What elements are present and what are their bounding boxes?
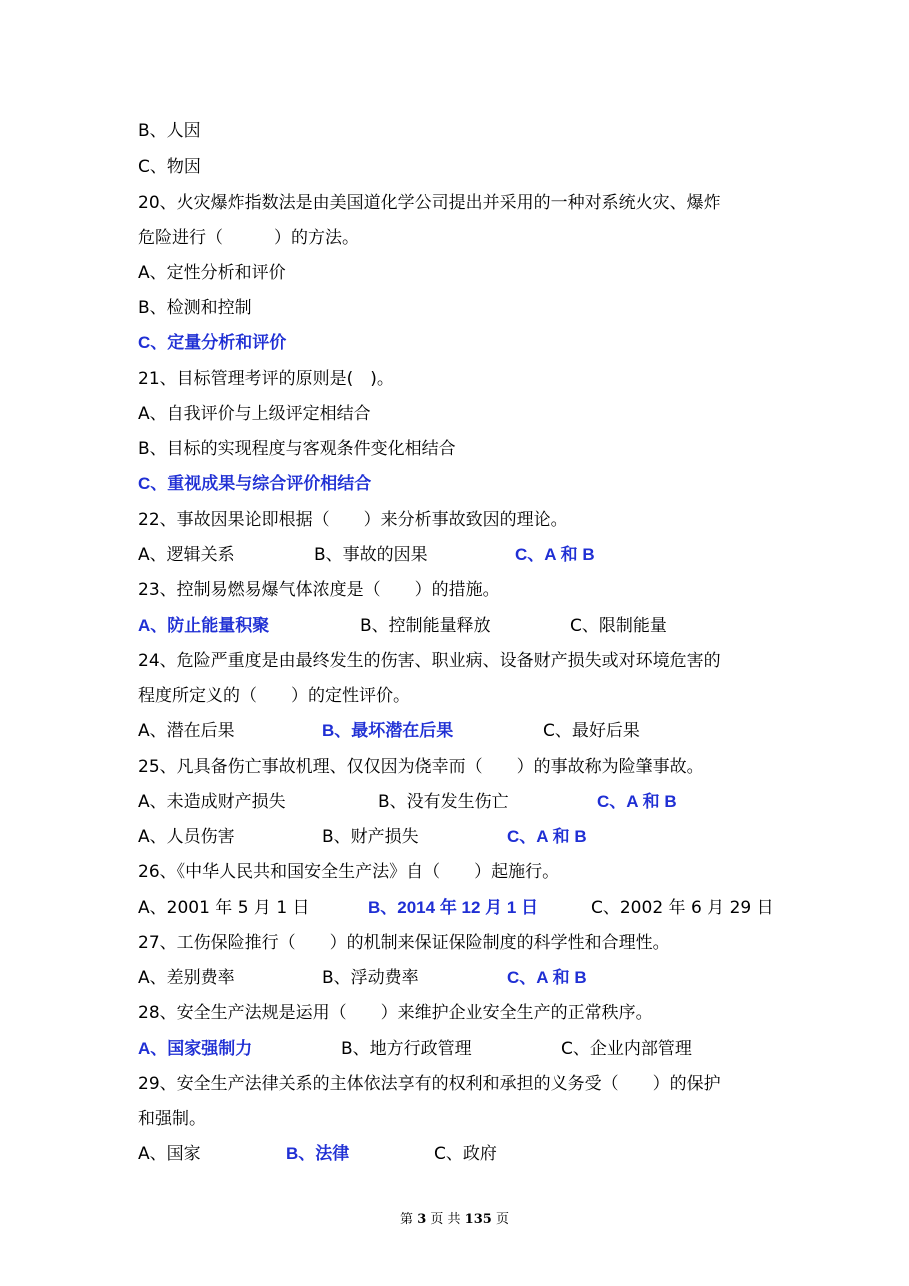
footer-prefix: 第 [400, 1212, 414, 1227]
text-line [138, 399, 808, 429]
text-segment: C、政府 [434, 1144, 497, 1164]
text-segment: B、人因 [138, 121, 201, 141]
text-line [138, 681, 808, 711]
text-line [138, 434, 808, 464]
text-segment: 危险进行（ ）的方法。 [138, 228, 359, 248]
text-segment: B、财产损失 [322, 827, 419, 847]
text-line [138, 893, 808, 923]
text-segment: 20、火灾爆炸指数法是由美国道化学公司提出并采用的一种对系统火灾、爆炸 [138, 193, 721, 213]
text-line [138, 116, 808, 146]
text-line [138, 928, 808, 958]
answer-option: C、A 和 B [507, 827, 587, 846]
text-line [138, 469, 808, 499]
text-line [138, 752, 808, 782]
text-segment: B、目标的实现程度与客观条件变化相结合 [138, 439, 456, 459]
text-segment: A、潜在后果 [138, 721, 235, 741]
text-segment: A、定性分析和评价 [138, 263, 286, 283]
answer-option: B、2014 年 12 月 1 日 [368, 898, 539, 917]
text-segment: 和强制。 [138, 1109, 206, 1129]
text-segment: B、检测和控制 [138, 298, 252, 318]
text-line [138, 1034, 808, 1064]
text-line [138, 822, 808, 852]
answer-option: C、A 和 B [597, 792, 677, 811]
text-segment: C、2002 年 6 月 29 日 [591, 898, 774, 918]
text-segment: 26、《中华人民共和国安全生产法》自（ ）起施行。 [138, 862, 560, 882]
text-segment: 25、凡具备伤亡事故机理、仅仅因为侥幸而（ ）的事故称为险肇事故。 [138, 757, 704, 777]
text-segment: 21、目标管理考评的原则是( )。 [138, 369, 394, 389]
text-line [138, 505, 808, 535]
answer-option: B、最坏潜在后果 [322, 721, 454, 740]
text-segment: A、2001 年 5 月 1 日 [138, 898, 310, 918]
text-segment: 28、安全生产法规是运用（ ）来维护企业安全生产的正常秩序。 [138, 1003, 653, 1023]
text-line [138, 152, 808, 182]
text-segment: B、控制能量释放 [360, 616, 491, 636]
text-segment: 程度所定义的（ ）的定性评价。 [138, 686, 410, 706]
text-segment: 24、危险严重度是由最终发生的伤害、职业病、设备财产损失或对环境危害的 [138, 651, 721, 671]
text-segment: 23、控制易燃易爆气体浓度是（ ）的措施。 [138, 580, 500, 600]
text-line [138, 857, 808, 887]
text-segment: C、限制能量 [570, 616, 667, 636]
text-line [138, 293, 808, 323]
text-line [138, 787, 808, 817]
text-line [138, 1104, 808, 1134]
text-segment: A、自我评价与上级评定相结合 [138, 404, 371, 424]
text-segment: B、地方行政管理 [341, 1039, 472, 1059]
text-segment: B、没有发生伤亡 [378, 792, 509, 812]
text-line [138, 575, 808, 605]
text-line [138, 258, 808, 288]
text-segment: 29、安全生产法律关系的主体依法享有的权利和承担的义务受（ ）的保护 [138, 1074, 721, 1094]
text-line [138, 1139, 808, 1169]
text-line [138, 646, 808, 676]
text-line [138, 963, 808, 993]
text-segment: 22、事故因果论即根据（ ）来分析事故致因的理论。 [138, 510, 568, 530]
answer-option: C、A 和 B [515, 545, 595, 564]
answer-option: C、A 和 B [507, 968, 587, 987]
footer-suffix: 页 [495, 1212, 509, 1227]
footer-total-pages: 135 [464, 1212, 492, 1227]
text-segment: B、事故的因果 [314, 545, 428, 565]
text-segment: C、企业内部管理 [561, 1039, 692, 1059]
text-line [138, 328, 808, 358]
text-segment: A、人员伤害 [138, 827, 235, 847]
text-segment: A、未造成财产损失 [138, 792, 286, 812]
text-segment: A、逻辑关系 [138, 545, 235, 565]
text-line [138, 188, 808, 218]
text-line [138, 540, 808, 570]
text-line [138, 716, 808, 746]
text-segment: B、浮动费率 [322, 968, 419, 988]
answer-option: C、定量分析和评价 [138, 333, 287, 352]
text-line [138, 364, 808, 394]
answer-option: A、防止能量积聚 [138, 616, 270, 635]
text-line [138, 1069, 808, 1099]
text-segment: C、物因 [138, 157, 201, 177]
footer-current-page: 3 [417, 1212, 427, 1227]
text-segment: 27、工伤保险推行（ ）的机制来保证保险制度的科学性和合理性。 [138, 933, 670, 953]
text-line [138, 223, 808, 253]
text-segment: C、最好后果 [543, 721, 640, 741]
text-segment: A、差别费率 [138, 968, 235, 988]
footer-middle: 页 共 [430, 1212, 461, 1227]
page-footer [0, 1210, 909, 1230]
answer-option: A、国家强制力 [138, 1039, 253, 1058]
answer-option: B、法律 [286, 1144, 350, 1163]
text-line [138, 611, 808, 641]
answer-option: C、重视成果与综合评价相结合 [138, 474, 372, 493]
text-line [138, 998, 808, 1028]
text-segment: A、国家 [138, 1144, 201, 1164]
